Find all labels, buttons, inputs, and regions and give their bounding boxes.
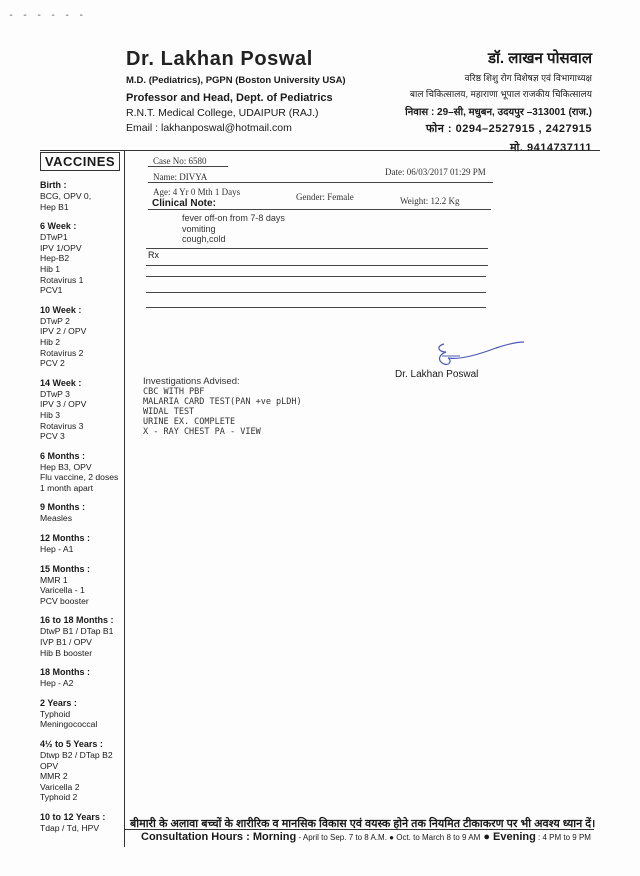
case-number: Case No: 6580 — [153, 156, 207, 166]
rx-rule-4 — [146, 307, 486, 308]
sidebar-divider — [124, 151, 125, 847]
doctor-college: R.N.T. Medical College, UDAIPUR (RAJ.) — [126, 107, 319, 119]
vaccine-item: MMR 2 — [40, 771, 68, 782]
vaccine-item: Hep - A1 — [40, 544, 74, 555]
investigation-item: CBC WITH PBF — [143, 387, 205, 397]
patient-name: Name: DIVYA — [153, 172, 208, 182]
investigation-item: MALARIA CARD TEST(PAN +ve pLDH) — [143, 397, 302, 407]
vaccine-item: Typhoid — [40, 708, 71, 719]
vaccine-group — [40, 451, 122, 494]
vaccine-item: PCV booster — [40, 595, 89, 606]
hindi-hospital: बाल चिकित्सालय, महाराणा भूपाल राजकीय चिकित्सालय — [409, 89, 592, 99]
vaccine-item: Hib 1 — [40, 263, 61, 274]
vaccine-item: Hib 3 — [40, 409, 61, 420]
doctor-name: Dr. Lakhan Poswal — [126, 48, 313, 70]
vaccine-item: DtwP B1 / DTap B1 — [40, 626, 114, 637]
clinical-line: cough,cold — [182, 234, 226, 244]
vaccine-item: IPV 3 / OPV — [40, 399, 87, 410]
vaccine-group — [40, 739, 122, 803]
vaccine-group — [40, 305, 122, 369]
evening-label: ● Evening — [483, 831, 536, 843]
case-underline — [148, 166, 228, 167]
investigations-heading: Investigations Advised: — [143, 376, 240, 387]
doctor-qualifications: M.D. (Pediatrics), PGPN (Boston University USA) — [126, 75, 346, 86]
doctor-header-hindi — [312, 48, 592, 155]
vaccines-title: VACCINES — [40, 152, 120, 171]
vaccine-item: DTwP 2 — [40, 315, 70, 326]
rx-rule-2 — [146, 276, 486, 277]
hours-label: Consultation Hours : — [141, 831, 250, 843]
vaccine-item: Measles — [40, 513, 72, 524]
vaccine-age-heading: 10 Week : — [40, 304, 82, 315]
patient-age: Age: 4 Yr 0 Mth 1 Days — [153, 187, 241, 197]
vaccine-group — [40, 180, 122, 212]
vaccine-item: BCG, OPV 0, — [40, 191, 92, 201]
vaccine-item: Hep B1 — [40, 201, 69, 212]
vaccine-item: Hep - A2 — [40, 678, 74, 689]
vaccine-item: Meningococcal — [40, 719, 98, 730]
vaccine-item: PCV1 — [40, 285, 63, 296]
evening-detail: : 4 PM to 9 PM — [535, 833, 591, 842]
vaccine-item: Rotavirus 2 — [40, 347, 84, 358]
vaccine-age-heading: 15 Months : — [40, 563, 91, 574]
vaccine-group — [40, 698, 122, 730]
vaccine-item: Rotavirus 3 — [40, 420, 84, 431]
doctor-email: Email : lakhanposwal@hotmail.com — [126, 122, 292, 134]
vaccine-age-heading: 4½ to 5 Years : — [40, 739, 103, 749]
rx-rule-3 — [146, 292, 486, 293]
clinical-note-label: Clinical Note: — [152, 198, 216, 209]
vaccine-age-heading: 16 to 18 Months : — [40, 615, 114, 626]
vaccine-age-heading: 9 Months : — [40, 502, 85, 513]
morning-label: Morning — [252, 831, 297, 843]
vaccine-item: IVP B1 / OPV — [40, 637, 92, 648]
vaccine-item: PCV 2 — [40, 358, 65, 369]
signature-name: Dr. Lakhan Poswal — [395, 369, 479, 380]
vaccine-age-heading: 18 Months : — [40, 667, 91, 678]
vaccine-item: IPV 1/OPV — [40, 242, 82, 253]
footer-divider — [124, 829, 594, 830]
clinical-line: fever off-on from 7-8 days — [182, 213, 285, 223]
vaccine-item: Hib B booster — [40, 647, 93, 658]
morning-detail: - April to Sep. 7 to 8 A.M. ● Oct. to March 8 to 9 AM — [296, 833, 481, 842]
hindi-phone: फोन : 0294–2527915 , 2427915 — [425, 123, 592, 135]
vaccine-item: Hep-B2 — [40, 253, 70, 264]
vaccine-age-heading: 14 Week : — [40, 377, 82, 388]
rx-top-rule — [146, 248, 488, 249]
vaccine-item: Dtwp B2 / DTap B2 — [40, 750, 113, 760]
vaccine-item: IPV 2 / OPV — [40, 326, 87, 337]
vaccine-age-heading: 10 to 12 Years : — [40, 811, 106, 822]
vaccine-age-heading: 6 Week : — [40, 221, 77, 232]
investigation-item: URINE EX. COMPLETE — [143, 417, 236, 427]
vaccine-item: Hib 2 — [40, 336, 61, 347]
hindi-designation: वरिष्ठ शिशु रोग विशेषज्ञ एवं विभागाध्यक्ष — [464, 73, 592, 83]
vaccine-item: DTwP 3 — [40, 388, 70, 399]
vaccine-age-heading: 12 Months : — [40, 533, 91, 544]
investigations-block — [143, 377, 302, 437]
vaccine-group — [40, 502, 122, 524]
vaccine-item: PCV 3 — [40, 431, 65, 442]
patient-gender: Gender: Female — [296, 192, 354, 202]
vaccine-item: DTwP1 — [40, 232, 68, 243]
investigation-item: X - RAY CHEST PA - VIEW — [143, 427, 261, 437]
vaccine-item: Rotavirus 1 — [40, 274, 84, 285]
rx-symbol: Rx — [148, 250, 159, 260]
doctor-position: Professor and Head, Dept. of Pediatrics — [126, 92, 333, 104]
vaccine-age-heading: Birth : — [40, 180, 67, 190]
vaccine-item: Hep B3, OPV — [40, 461, 92, 472]
consultation-hours — [141, 831, 591, 843]
visit-date: Date: 06/03/2017 01:29 PM — [385, 167, 486, 177]
rx-rule-1 — [146, 265, 488, 266]
vaccine-item: 1 month apart — [40, 482, 94, 493]
clinical-note-text — [182, 213, 285, 245]
hindi-mobile: मो. 9414737111 — [509, 142, 592, 154]
vaccine-group — [40, 221, 122, 296]
vaccine-item: Flu vaccine, 2 doses — [40, 472, 119, 483]
vaccine-group — [40, 564, 122, 607]
clinical-line: vomiting — [182, 223, 216, 234]
vaccine-item: Varicella - 1 — [40, 585, 85, 596]
vaccine-group — [40, 615, 122, 658]
weight-underline — [148, 209, 491, 210]
vaccine-age-heading: 2 Years : — [40, 697, 77, 708]
top-dash-mark: - - - - - - — [8, 10, 86, 21]
hindi-doctor-name: डॉ. लाखन पोसवाल — [487, 50, 592, 67]
vaccine-item: Tdap / Td, HPV — [40, 822, 100, 833]
hindi-address: निवास : 29–सी, मधुबन, उदयपुर –313001 (राज.) — [405, 107, 592, 118]
patient-weight: Weight: 12.2 Kg — [400, 196, 460, 206]
investigation-item: WIDAL TEST — [143, 407, 195, 417]
vaccine-group — [40, 533, 122, 555]
vaccine-group — [40, 812, 122, 834]
vaccine-item: OPV — [40, 760, 59, 771]
footer-hindi-note: बीमारी के अलावा बच्चों के शारीरिक व मानसिक विकास एवं वयस्क होने तक नियमित टीकाकरण पर भी अवश्य ध्यान दें। — [130, 818, 596, 830]
vaccine-item: Typhoid 2 — [40, 792, 78, 803]
vaccine-item: Varicella 2 — [40, 781, 80, 792]
vaccine-group — [40, 378, 122, 442]
vaccine-age-heading: 6 Months : — [40, 450, 85, 461]
vaccine-item: MMR 1 — [40, 574, 68, 585]
vaccine-group — [40, 667, 122, 689]
name-underline — [148, 182, 493, 183]
vaccine-sidebar — [40, 152, 122, 834]
